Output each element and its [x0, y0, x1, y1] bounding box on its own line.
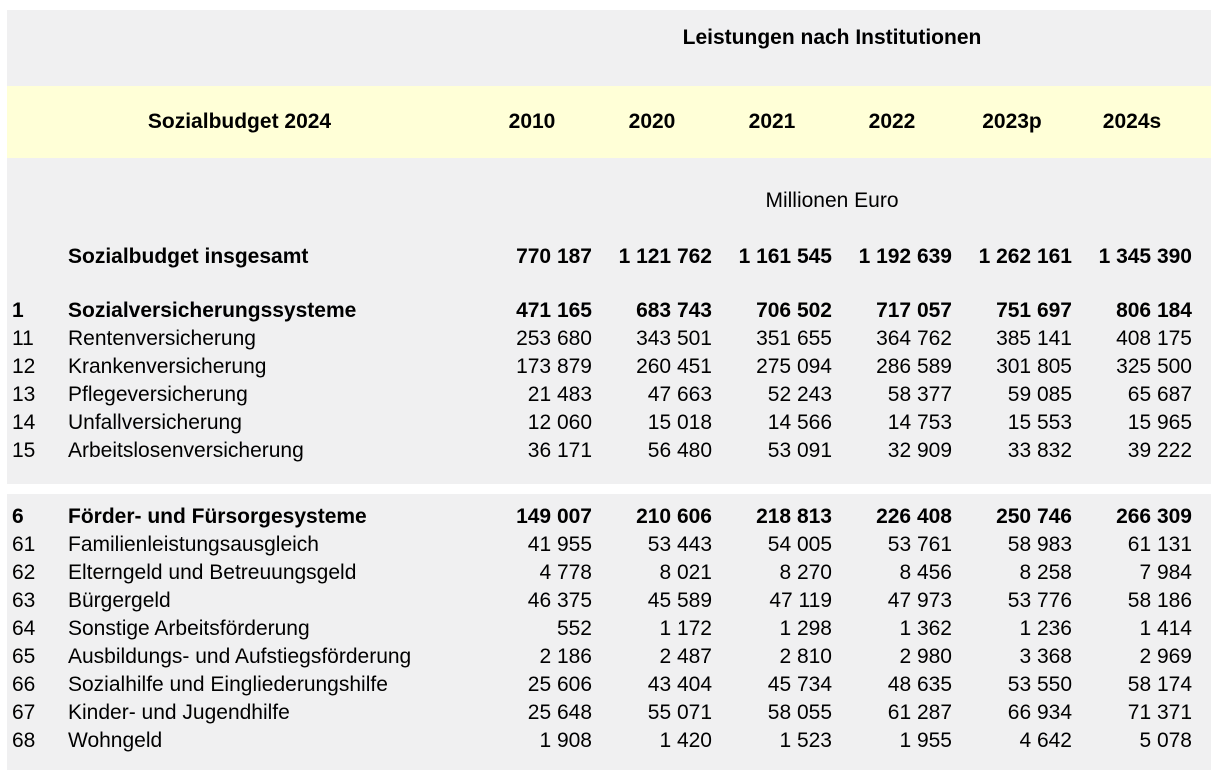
value-2021: 54 005	[767, 533, 832, 556]
value-2023p: 15 553	[1007, 411, 1072, 434]
unit-label: Millionen Euro	[765, 189, 899, 212]
value-2020: 2 487	[659, 645, 712, 668]
row-code: 15	[12, 439, 36, 462]
value-2022: 1 192 639	[858, 245, 952, 268]
value-2010: 2 186	[539, 645, 592, 668]
value-2010: 41 955	[527, 533, 592, 556]
row-code: 68	[12, 729, 36, 752]
value-2022: 53 761	[887, 533, 952, 556]
value-2022: 8 456	[899, 561, 952, 584]
row-label: Bürgergeld	[68, 589, 171, 612]
value-2020: 47 663	[647, 383, 712, 406]
value-2021: 1 523	[779, 729, 832, 752]
value-2021: 275 094	[756, 355, 832, 378]
year-header-2022: 2022	[868, 110, 916, 133]
unit-row	[7, 187, 1211, 215]
year-header-2023p: 2023p	[982, 110, 1042, 133]
rows-sozialversicherung	[7, 297, 1211, 465]
table-row	[7, 409, 1211, 437]
table-row	[7, 615, 1211, 643]
value-2020: 1 172	[659, 617, 712, 640]
value-2021: 2 810	[779, 645, 832, 668]
table-row	[7, 297, 1211, 325]
value-2022: 2 980	[899, 645, 952, 668]
value-2010: 253 680	[516, 327, 592, 350]
row-label: Familienleistungsausgleich	[68, 533, 319, 556]
value-2024s: 266 309	[1116, 505, 1192, 528]
value-2024s: 2 969	[1139, 645, 1192, 668]
table-row	[7, 437, 1211, 465]
row-code: 63	[12, 589, 36, 612]
value-2021: 52 243	[767, 383, 832, 406]
table-row	[7, 325, 1211, 353]
table-row	[7, 531, 1211, 559]
row-code	[7, 243, 68, 271]
table-row	[7, 699, 1211, 727]
row-code: 61	[12, 533, 36, 556]
row-label: Rentenversicherung	[68, 327, 256, 350]
row-code: 14	[12, 411, 36, 434]
value-2022: 226 408	[876, 505, 952, 528]
value-2023p: 53 776	[1007, 589, 1072, 612]
value-2023p: 3 368	[1019, 645, 1072, 668]
value-2024s: 71 371	[1127, 701, 1192, 724]
value-2020: 45 589	[647, 589, 712, 612]
row-label: Pflegeversicherung	[68, 383, 248, 406]
value-2010: 1 908	[539, 729, 592, 752]
value-2022: 1 362	[899, 617, 952, 640]
value-2023p: 66 934	[1007, 701, 1072, 724]
value-2022: 47 973	[887, 589, 952, 612]
value-2021: 47 119	[769, 589, 832, 612]
value-2010: 21 483	[527, 383, 592, 406]
row-code: 11	[12, 327, 34, 350]
value-2021: 14 566	[767, 411, 832, 434]
title-band	[7, 10, 1211, 86]
value-2010: 4 778	[539, 561, 592, 584]
value-2023p: 1 236	[1019, 617, 1072, 640]
table-row	[7, 671, 1211, 699]
value-2020: 683 743	[636, 299, 712, 322]
value-2023p: 301 805	[996, 355, 1072, 378]
value-2021: 218 813	[756, 505, 832, 528]
row-code: 64	[12, 617, 36, 640]
value-2023p: 385 141	[996, 327, 1072, 350]
table-row	[7, 587, 1211, 615]
value-2024s: 58 186	[1127, 589, 1192, 612]
section-foerder-fuersorge	[7, 494, 1211, 770]
row-label: Elterngeld und Betreuungsgeld	[68, 561, 357, 584]
value-2024s: 806 184	[1116, 299, 1192, 322]
value-2023p: 250 746	[996, 505, 1072, 528]
value-2020: 343 501	[636, 327, 712, 350]
table-row	[7, 559, 1211, 587]
value-2022: 1 955	[899, 729, 952, 752]
value-2010: 552	[556, 617, 592, 640]
table-title: Leistungen nach Institutionen	[682, 26, 982, 49]
value-2020: 55 071	[647, 701, 712, 724]
value-2010: 149 007	[516, 505, 592, 528]
value-2024s: 15 965	[1127, 411, 1192, 434]
value-2022: 32 909	[887, 439, 952, 462]
value-2023p: 4 642	[1019, 729, 1072, 752]
value-2023p: 8 258	[1019, 561, 1072, 584]
value-2022: 48 635	[887, 673, 952, 696]
table-name-header: Sozialbudget 2024	[147, 110, 332, 133]
table-row	[7, 643, 1211, 671]
row-code: 65	[12, 645, 36, 668]
section-sozialversicherung	[7, 158, 1211, 484]
value-2023p: 33 832	[1007, 439, 1072, 462]
year-header-2024s: 2024s	[1102, 110, 1162, 133]
value-2023p: 53 550	[1007, 673, 1072, 696]
value-2023p: 59 085	[1007, 383, 1072, 406]
table-row	[7, 353, 1211, 381]
value-2024s: 5 078	[1139, 729, 1192, 752]
value-2021: 1 298	[779, 617, 832, 640]
value-2021: 351 655	[756, 327, 832, 350]
value-2024s: 61 131	[1127, 533, 1192, 556]
value-2021: 53 091	[767, 439, 832, 462]
value-2020: 210 606	[636, 505, 712, 528]
table-row	[7, 727, 1211, 755]
value-2020: 43 404	[647, 673, 712, 696]
value-2021: 45 734	[767, 673, 832, 696]
row-code: 1	[12, 299, 24, 322]
table-row-total	[7, 243, 1211, 271]
value-2024s: 325 500	[1116, 355, 1192, 378]
value-2020: 15 018	[647, 411, 712, 434]
value-2022: 14 753	[887, 411, 952, 434]
value-2023p: 1 262 161	[978, 245, 1072, 268]
value-2022: 364 762	[876, 327, 952, 350]
value-2020: 1 420	[659, 729, 712, 752]
value-2021: 706 502	[756, 299, 832, 322]
row-code: 6	[12, 505, 24, 528]
value-2010: 46 375	[527, 589, 592, 612]
row-code: 62	[12, 561, 36, 584]
value-2021: 58 055	[767, 701, 832, 724]
row-label: Arbeitslosenversicherung	[68, 439, 304, 462]
value-2010: 12 060	[527, 411, 592, 434]
value-2024s: 39 222	[1127, 439, 1192, 462]
value-2024s: 65 687	[1127, 383, 1192, 406]
value-2024s: 408 175	[1116, 327, 1192, 350]
year-header-2021: 2021	[748, 110, 796, 133]
value-2020: 53 443	[647, 533, 712, 556]
value-2020: 8 021	[659, 561, 712, 584]
year-header-2020: 2020	[628, 110, 676, 133]
value-2024s: 1 345 390	[1098, 245, 1192, 268]
value-2022: 61 287	[887, 701, 952, 724]
value-2010: 471 165	[516, 299, 592, 322]
value-2020: 56 480	[647, 439, 712, 462]
value-2020: 260 451	[636, 355, 712, 378]
section-divider	[7, 484, 1211, 494]
rows-foerder-fuersorge	[7, 503, 1211, 755]
column-header-row	[7, 86, 1211, 158]
row-label: Sonstige Arbeitsförderung	[68, 617, 310, 640]
table-row	[7, 381, 1211, 409]
row-label: Kinder- und Jugendhilfe	[68, 701, 290, 724]
row-label: Sozialbudget insgesamt	[68, 245, 309, 268]
row-code: 12	[12, 355, 36, 378]
row-label: Sozialversicherungssysteme	[68, 299, 357, 322]
row-label: Förder- und Fürsorgesysteme	[68, 505, 367, 528]
value-2022: 717 057	[876, 299, 952, 322]
value-2022: 286 589	[876, 355, 952, 378]
value-2010: 25 648	[527, 701, 592, 724]
value-2024s: 7 984	[1139, 561, 1192, 584]
row-code: 66	[12, 673, 36, 696]
year-header-2010: 2010	[508, 110, 556, 133]
sozialbudget-table	[7, 10, 1211, 770]
value-2023p: 58 983	[1007, 533, 1072, 556]
row-label: Unfallversicherung	[68, 411, 242, 434]
value-2010: 36 171	[527, 439, 592, 462]
table-row	[7, 503, 1211, 531]
row-code: 67	[12, 701, 36, 724]
value-2024s: 58 174	[1127, 673, 1192, 696]
value-2024s: 1 414	[1139, 617, 1192, 640]
value-2021: 1 161 545	[738, 245, 832, 268]
row-label: Wohngeld	[68, 729, 163, 752]
row-label: Krankenversicherung	[68, 355, 267, 378]
value-2010: 25 606	[527, 673, 592, 696]
row-code: 13	[12, 383, 36, 406]
value-2022: 58 377	[887, 383, 952, 406]
row-label: Ausbildungs- und Aufstiegsförderung	[68, 645, 412, 668]
row-label: Sozialhilfe und Eingliederungshilfe	[68, 673, 388, 696]
value-2010: 173 879	[516, 355, 592, 378]
value-2020: 1 121 762	[618, 245, 712, 268]
value-2023p: 751 697	[996, 299, 1072, 322]
value-2010: 770 187	[516, 245, 592, 268]
value-2021: 8 270	[779, 561, 832, 584]
